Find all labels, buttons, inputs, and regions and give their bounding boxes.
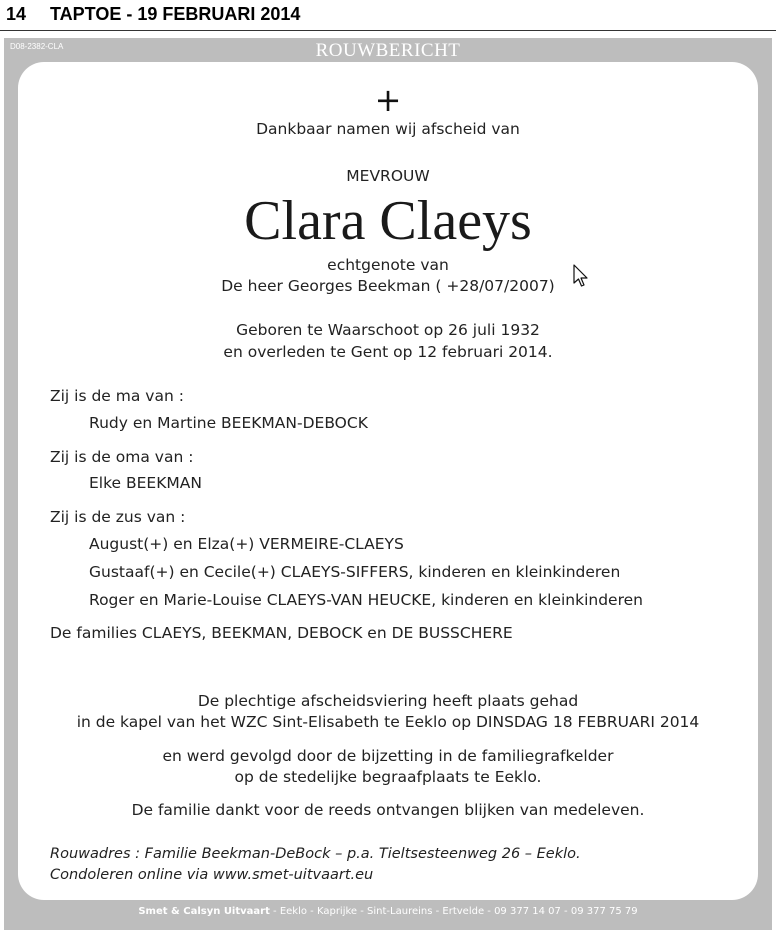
birth-line: Geboren te Waarschoot op 26 juli 1932	[236, 321, 540, 339]
spouse-label: echtgenote van	[327, 256, 449, 274]
mourning-address: Rouwadres : Familie Beekman-DeBock – p.a. Tieltsesteenweg 26 – Eeklo.	[50, 846, 581, 862]
sibling-entry: August(+) en Elza(+) VERMEIRE-CLAEYS	[89, 535, 404, 553]
condolence-online: Condoleren online via www.smet-uitvaart.eu	[50, 867, 374, 883]
death-line: en overleden te Gent op 12 februari 2014.	[223, 343, 553, 361]
mother-label: Zij is de ma van :	[50, 387, 184, 405]
ceremony-line-2: in de kapel van het WZC Sint-Elisabeth te Eeklo op DINSDAG 18 FEBRUARI 2014	[76, 713, 700, 731]
families-line: De families CLAEYS, BEEKMAN, DEBOCK en DE BUSSCHERE	[50, 624, 513, 642]
sibling-entry: Gustaaf(+) en Cecile(+) CLAEYS-SIFFERS, kinderen en kleinkinderen	[89, 563, 621, 581]
burial-line-2: op de stedelijke begraafplaats te Eeklo.	[234, 768, 542, 786]
newspaper-header	[0, 0, 776, 31]
honorific: MEVROUW	[346, 167, 430, 185]
funeral-home-footer	[0, 906, 776, 917]
deceased-name: Clara Claeys	[244, 190, 532, 252]
sibling-entry: Roger en Marie-Louise CLAEYS-VAN HEUCKE, kinderen en kleinkinderen	[89, 591, 643, 609]
grandchild-entry: Elke BEEKMAN	[89, 474, 202, 492]
sister-label: Zij is de zus van :	[50, 508, 186, 526]
page-number: 14	[6, 4, 27, 24]
notice-code: D08-2382-CLA	[10, 42, 64, 51]
funeral-home-name: Smet & Calsyn Uitvaart	[138, 906, 270, 917]
newspaper-title: TAPTOE - 19 FEBRUARI 2014	[50, 4, 301, 24]
cross-symbol: +	[374, 81, 402, 119]
ceremony-line-1: De plechtige afscheidsviering heeft plaats gehad	[197, 692, 579, 710]
child-entry: Rudy en Martine BEEKMAN-DEBOCK	[89, 414, 368, 432]
grandmother-label: Zij is de oma van :	[50, 448, 194, 466]
funeral-home-details: - Eeklo - Kaprijke - Sint-Laureins - Ertvelde - 09 377 14 07 - 09 377 75 79	[269, 906, 638, 917]
notice-type-heading: ROUWBERICHT	[315, 40, 461, 61]
spouse-name: De heer Georges Beekman ( +28/07/2007)	[221, 277, 555, 295]
mouse-pointer-icon	[573, 264, 589, 288]
thanks-line: De familie dankt voor de reeds ontvangen blijken van medeleven.	[131, 801, 645, 819]
burial-line-1: en werd gevolgd door de bijzetting in de familiegrafkelder	[162, 747, 614, 765]
intro-line: Dankbaar namen wij afscheid van	[256, 120, 520, 138]
